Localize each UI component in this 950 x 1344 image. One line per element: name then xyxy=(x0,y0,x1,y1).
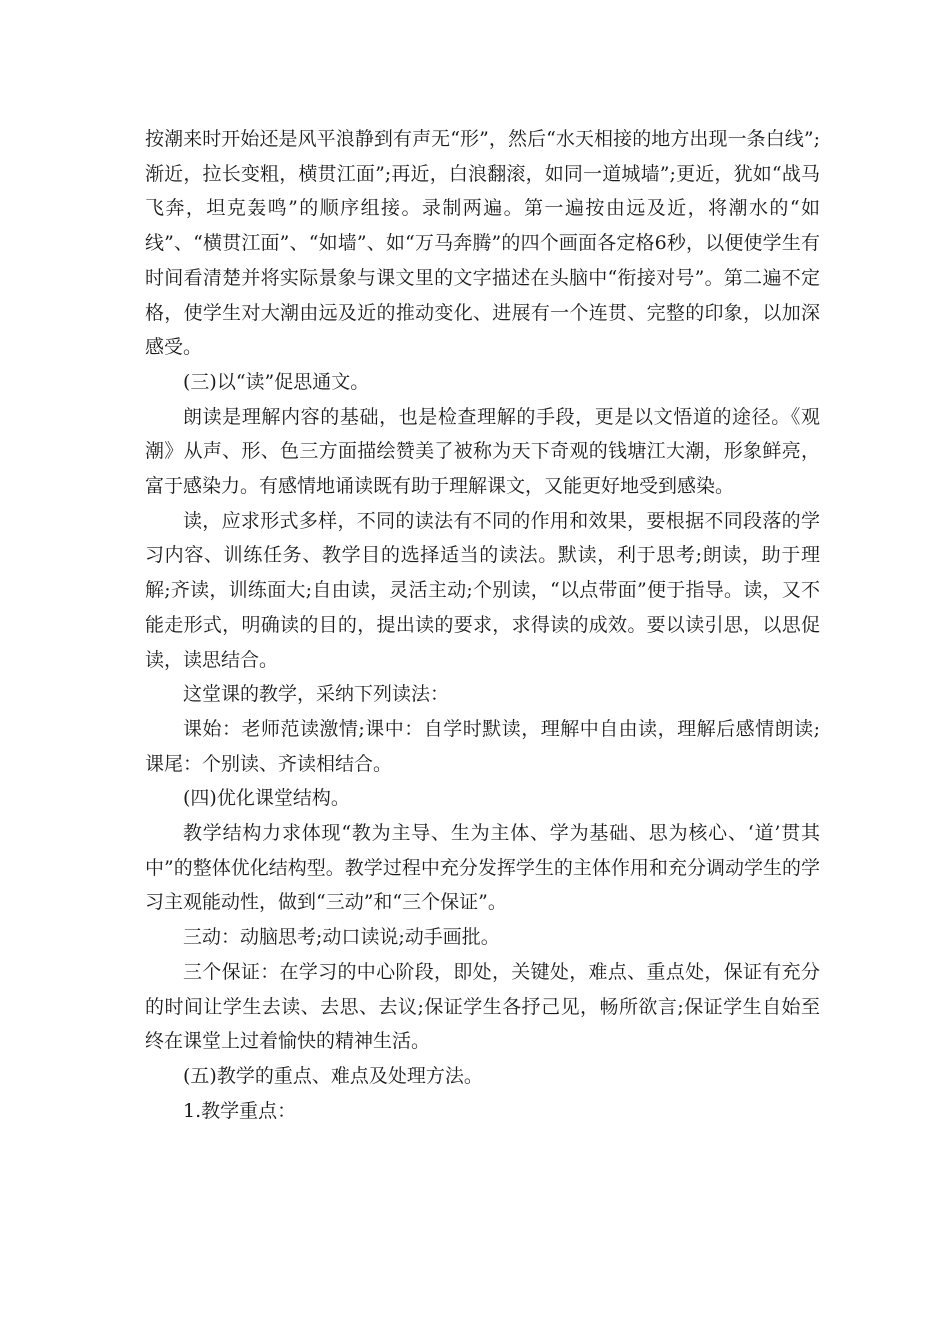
paragraph-lesson-reading-stages: 课始：老师范读激情;课中：自学时默读，理解中自由读，理解后感情朗读;课尾：个别读、齐读相结合。 xyxy=(145,717,820,775)
document-body xyxy=(145,122,820,1128)
paragraph-reading-methods: 读，应求形式多样，不同的读法有不同的作用和效果，要根据不同段落的学习内容、训练任务、教学目的选择适当的读法。默读，利于思考;朗读，助于理解;齐读，训练面大;自由读，灵活主动;个别读，“以点带面”便于指导。读，又不能走形式，明确读的目的，提出读的要求，求得读的成效。要以读引思，以思促读，读思结合。 xyxy=(145,509,820,671)
heading-optimize-structure: (四)优化课堂结构。 xyxy=(183,787,350,810)
paragraph-lesson-reading-intro: 这堂课的教学，采纳下列读法： xyxy=(183,683,450,706)
paragraph-tide-sequence: 按潮来时开始还是风平浪静到有声无“形”，然后“水天相接的地方出现一条白线”;渐近，拉长变粗，横贯江面”;再近，白浪翻滚，如同一道城墙”;更近，犹如“战马飞奔，坦克轰鸣”的顺序组接。录制两遍。第一遍按由远及近，将潮水的“如线”、“横贯江面”、“如墙”、如“万马奔腾”的四个画面各定格6秒，以便使学生有时间看清楚并将实际景象与课文里的文字描述在头脑中“衔接对号”。第二遍不定格，使学生对大潮由远及近的推动变化、进展有一个连贯、完整的印象，以加深感受。 xyxy=(145,128,820,359)
heading-key-points: (五)教学的重点、难点及处理方法。 xyxy=(183,1064,483,1087)
subheading-teaching-focus: 1.教学重点： xyxy=(183,1099,297,1122)
paragraph-three-actions: 三动：动脑思考;动口读说;动手画批。 xyxy=(183,926,500,949)
paragraph-teaching-structure: 教学结构力求体现“教为主导、生为主体、学为基础、思为核心、‘道’贯其中”的整体优化结构型。教学过程中充分发挥学生的主体作用和充分调动学生的学习主观能动性，做到“三动”和“三个保证”。 xyxy=(145,822,820,914)
paragraph-reading-basis: 朗读是理解内容的基础，也是检查理解的手段，更是以文悟道的途径。《观潮》从声、形、色三方面描绘赞美了被称为天下奇观的钱塘江大潮，形象鲜亮，富于感染力。有感情地诵读既有助于理解课文，又能更好地受到感染。 xyxy=(145,405,820,498)
paragraph-three-guarantees: 三个保证：在学习的中心阶段，即处，关键处，难点、重点处，保证有充分的时间让学生去读、去思、去议;保证学生各抒己见，畅所欲言;保证学生自始至终在课堂上过着愉快的精神生活。 xyxy=(145,960,820,1053)
heading-reading-promotes-thinking: (三)以“读”促思通文。 xyxy=(183,370,370,393)
